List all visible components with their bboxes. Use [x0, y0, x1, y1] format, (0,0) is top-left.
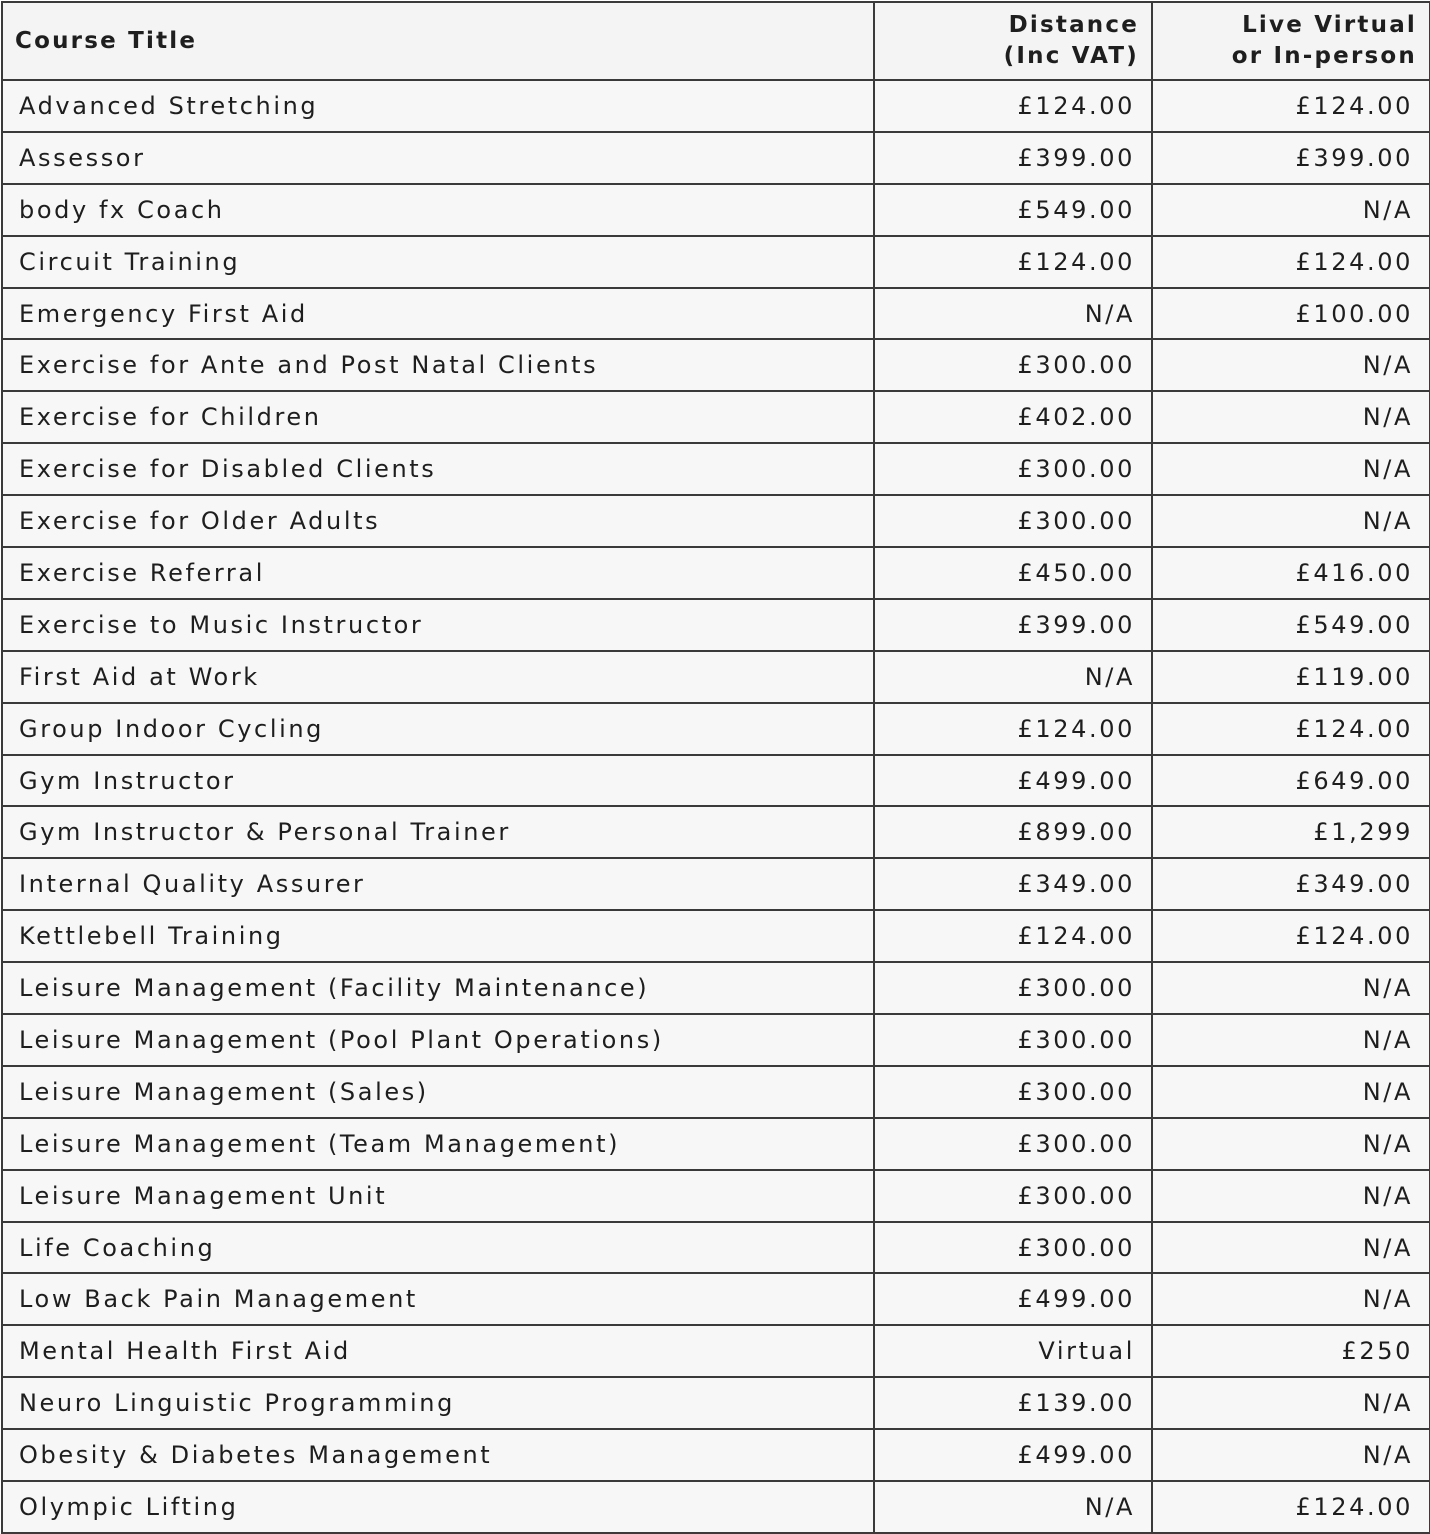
table-row [2, 1014, 1430, 1066]
live-price-cell: £100.00 [1152, 288, 1430, 340]
distance-price-cell: £399.00 [874, 599, 1152, 651]
distance-price-cell: £349.00 [874, 858, 1152, 910]
table-row [2, 391, 1430, 443]
table-row [2, 495, 1430, 547]
course-title-cell: Leisure Management (Sales) [2, 1066, 874, 1118]
live-price-cell: N/A [1152, 184, 1430, 236]
distance-price-cell: £300.00 [874, 1118, 1152, 1170]
table-row [2, 288, 1430, 340]
table-row [2, 806, 1430, 858]
table-row [2, 236, 1430, 288]
table-row [2, 1222, 1430, 1274]
course-price-table [1, 1, 1430, 1534]
live-price-cell: N/A [1152, 443, 1430, 495]
course-title-cell: Gym Instructor & Personal Trainer [2, 806, 874, 858]
live-price-cell: N/A [1152, 1118, 1430, 1170]
live-price-cell: N/A [1152, 1429, 1430, 1481]
course-title-cell: Life Coaching [2, 1222, 874, 1274]
live-price-cell: £124.00 [1152, 80, 1430, 132]
distance-price-cell: £300.00 [874, 495, 1152, 547]
distance-price-cell: £124.00 [874, 236, 1152, 288]
live-header-line2: or In-person [1231, 43, 1417, 69]
course-title-cell: Exercise for Children [2, 391, 874, 443]
live-price-cell: £549.00 [1152, 599, 1430, 651]
table-row [2, 1118, 1430, 1170]
distance-price-cell: £300.00 [874, 1066, 1152, 1118]
course-title-cell: Advanced Stretching [2, 80, 874, 132]
distance-price-cell: N/A [874, 1481, 1152, 1533]
table-row [2, 1066, 1430, 1118]
table-row [2, 858, 1430, 910]
distance-price-cell: £499.00 [874, 1273, 1152, 1325]
distance-price-cell: £124.00 [874, 703, 1152, 755]
course-title-cell: Assessor [2, 132, 874, 184]
distance-price-cell: £300.00 [874, 962, 1152, 1014]
table-row [2, 1325, 1430, 1377]
header-row [2, 2, 1430, 80]
table-row [2, 599, 1430, 651]
live-price-cell: N/A [1152, 1273, 1430, 1325]
live-price-cell: £1,299 [1152, 806, 1430, 858]
table-row [2, 651, 1430, 703]
live-price-cell: £349.00 [1152, 858, 1430, 910]
course-title-cell: Group Indoor Cycling [2, 703, 874, 755]
live-price-cell: N/A [1152, 339, 1430, 391]
course-title-cell: body fx Coach [2, 184, 874, 236]
live-price-cell: N/A [1152, 1066, 1430, 1118]
distance-price-cell: N/A [874, 288, 1152, 340]
distance-price-cell: £300.00 [874, 339, 1152, 391]
distance-price-cell: £300.00 [874, 1014, 1152, 1066]
course-title-cell: Olympic Lifting [2, 1481, 874, 1533]
course-title-cell: Leisure Management (Team Management) [2, 1118, 874, 1170]
distance-price-cell: £499.00 [874, 755, 1152, 807]
course-title-cell: Neuro Linguistic Programming [2, 1377, 874, 1429]
distance-price-cell: £124.00 [874, 910, 1152, 962]
course-title-cell: First Aid at Work [2, 651, 874, 703]
distance-price-cell: £549.00 [874, 184, 1152, 236]
live-price-cell: £124.00 [1152, 910, 1430, 962]
distance-header-line1: Distance [1008, 12, 1139, 38]
course-title-cell: Obesity & Diabetes Management [2, 1429, 874, 1481]
live-price-cell: £416.00 [1152, 547, 1430, 599]
distance-price-cell: N/A [874, 651, 1152, 703]
table-row [2, 1429, 1430, 1481]
table-row [2, 1377, 1430, 1429]
distance-price-cell: Virtual [874, 1325, 1152, 1377]
course-title-cell: Exercise to Music Instructor [2, 599, 874, 651]
distance-price-cell: £499.00 [874, 1429, 1152, 1481]
course-title-cell: Gym Instructor [2, 755, 874, 807]
table-row [2, 339, 1430, 391]
course-title-cell: Exercise for Disabled Clients [2, 443, 874, 495]
live-price-cell: N/A [1152, 391, 1430, 443]
distance-price-cell: £300.00 [874, 1170, 1152, 1222]
live-header-line1: Live Virtual [1242, 12, 1417, 38]
course-title-cell: Exercise for Ante and Post Natal Clients [2, 339, 874, 391]
live-price-cell: N/A [1152, 1377, 1430, 1429]
course-title-cell: Exercise Referral [2, 547, 874, 599]
course-title-cell: Emergency First Aid [2, 288, 874, 340]
live-price-cell: £649.00 [1152, 755, 1430, 807]
distance-price-cell: £899.00 [874, 806, 1152, 858]
table-row [2, 443, 1430, 495]
distance-header [874, 2, 1152, 80]
table-row [2, 1273, 1430, 1325]
course-title-cell: Circuit Training [2, 236, 874, 288]
live-price-cell: £399.00 [1152, 132, 1430, 184]
course-title-cell: Leisure Management (Pool Plant Operations) [2, 1014, 874, 1066]
distance-header-line2: (Inc VAT) [1003, 43, 1139, 69]
table-row [2, 132, 1430, 184]
live-header [1152, 2, 1430, 80]
live-price-cell: £124.00 [1152, 703, 1430, 755]
distance-price-cell: £300.00 [874, 443, 1152, 495]
distance-price-cell: £450.00 [874, 547, 1152, 599]
table-row [2, 1170, 1430, 1222]
table-row [2, 80, 1430, 132]
table-row [2, 184, 1430, 236]
course-title-cell: Low Back Pain Management [2, 1273, 874, 1325]
live-price-cell: N/A [1152, 962, 1430, 1014]
table-row [2, 962, 1430, 1014]
table-row [2, 547, 1430, 599]
table-row [2, 910, 1430, 962]
live-price-cell: £124.00 [1152, 236, 1430, 288]
table-row [2, 703, 1430, 755]
live-price-cell: N/A [1152, 1014, 1430, 1066]
course-title-cell: Exercise for Older Adults [2, 495, 874, 547]
distance-price-cell: £139.00 [874, 1377, 1152, 1429]
course-title-cell: Kettlebell Training [2, 910, 874, 962]
table-row [2, 1481, 1430, 1533]
distance-price-cell: £300.00 [874, 1222, 1152, 1274]
live-price-cell: N/A [1152, 495, 1430, 547]
distance-price-cell: £399.00 [874, 132, 1152, 184]
distance-price-cell: £124.00 [874, 80, 1152, 132]
course-title-cell: Leisure Management Unit [2, 1170, 874, 1222]
live-price-cell: £250 [1152, 1325, 1430, 1377]
live-price-cell: N/A [1152, 1222, 1430, 1274]
course-title-cell: Internal Quality Assurer [2, 858, 874, 910]
course-title-cell: Mental Health First Aid [2, 1325, 874, 1377]
live-price-cell: £124.00 [1152, 1481, 1430, 1533]
table-row [2, 755, 1430, 807]
table-body [2, 80, 1430, 1533]
live-price-cell: £119.00 [1152, 651, 1430, 703]
course-title-cell: Leisure Management (Facility Maintenance) [2, 962, 874, 1014]
course-title-header: Course Title [2, 2, 874, 80]
distance-price-cell: £402.00 [874, 391, 1152, 443]
live-price-cell: N/A [1152, 1170, 1430, 1222]
